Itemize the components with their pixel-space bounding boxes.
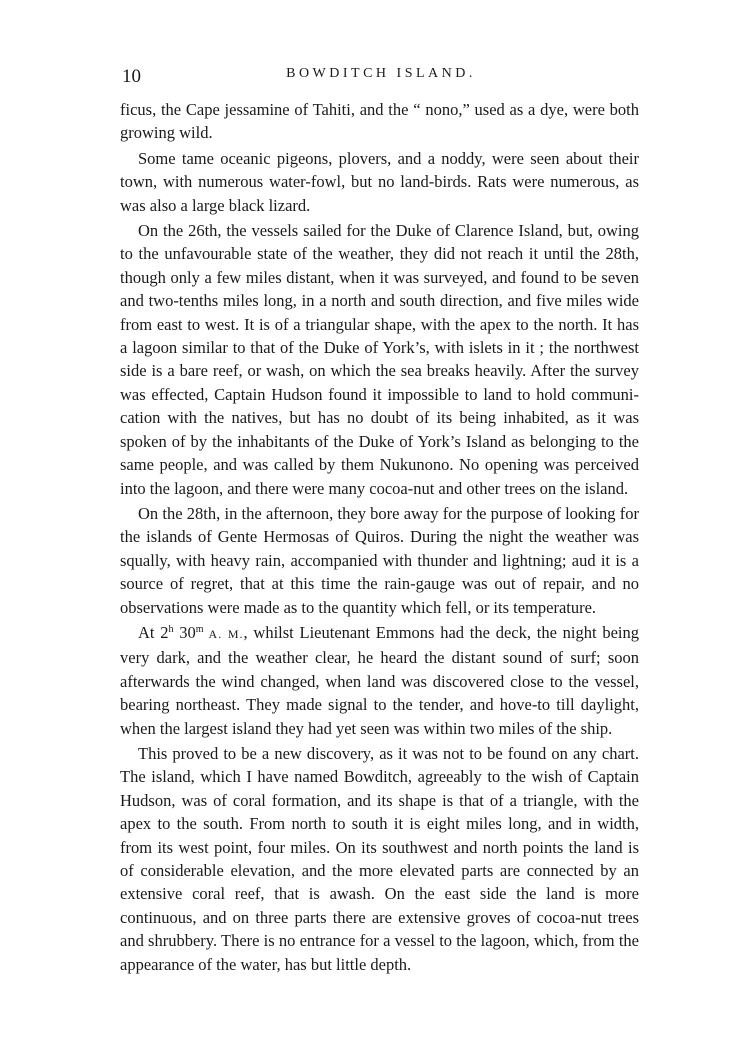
- paragraph-discovery-text: , whilst Lieutenant Emmons had the deck, the night being very dark, and the weather clear, he heard the distant sound of surf; soon afterwards the wind changed, when land was discovered close to the vessel, bearing northeast. They made signal to the tender, and hove-to till daylight, when the largest island they had yet seen was within two miles of the ship.: [120, 622, 640, 738]
- superscript-h: h: [168, 623, 174, 635]
- time-minutes: 30: [173, 622, 196, 642]
- page-number: 10: [122, 66, 141, 87]
- paragraph-birds: Some tame oceanic pigeons, plovers, and a noddy, were seen about their town, with numerous water-fowl, but no land-birds. Rats were numerous, as was also a large black lizard.: [120, 148, 639, 215]
- time-meridiem: A. M.: [203, 626, 244, 641]
- paragraph-bowditch-island: This proved to be a new discovery, as it was not to be found on any chart. The island, which I have named Bowditch, agreeably to the wish of Captain Hudson, was of coral formation, and its shape is that of a triangle, with the apex to the south. From north to south it is eight miles long, and in width, from its west point, four miles. On its southwest and north points the land is of considerable elevation, and the more elevated parts are connected by an extensive coral reef, that is awash. On the east side the land is more continuous, and on three parts there are extensive groves of cocoa-nut trees and shrubbery. There is no entrance for a vessel to the lagoon, which, from the appearance of the water, has but little depth.: [120, 743, 639, 974]
- paragraph-duke-of-clarence: On the 26th, the vessels sailed for the Duke of Clarence Island, but, owing to the unfavourable state of the weather, they did not reach it until the 28th, though only a few miles distant, when it was surveyed, and found to be seven and two-tenths miles long, in a north and south direction, and five miles wide from east to west. It is of a triangular shape, with the apex to the north. It has a lagoon similar to that of the Duke of York’s, with islets in it ; the northwest side is a bare reef, or wash, on which the sea breaks heavily. After the survey was effected, Captain Hudson found it impossible to land to hold communication with the natives, but has no doubt of its being inhabited, as it was spoken of by the inhabitants of the Duke of York’s Island as belonging to the same people, and was called by them Nukunono. No opening was perceived into the lagoon, and there were many cocoa-nut and other trees on the island.: [120, 221, 639, 498]
- paragraph-gente-hermosas: On the 28th, in the afternoon, they bore away for the purpose of looking for the islands of Gente Hermosas of Quiros. During the night the weather was squally, with heavy rain, accompanied with thunder and lightning; aud it is a source of regret, that at this time the rain-gauge was out of repair, and no observations were made as to the quantity which fell, or its temperature.: [120, 503, 639, 617]
- paragraph-continued: ficus, the Cape jessamine of Tahiti, and the “ nono,” used as a dye, were both growing wild.: [120, 100, 639, 143]
- body-text: [120, 98, 639, 978]
- time-hours: At 2: [138, 622, 169, 642]
- running-title: BOWDITCH ISLAND.: [286, 66, 476, 81]
- paragraph-discovery-night: [120, 621, 639, 740]
- running-head: [122, 60, 640, 90]
- superscript-m: m: [195, 623, 204, 635]
